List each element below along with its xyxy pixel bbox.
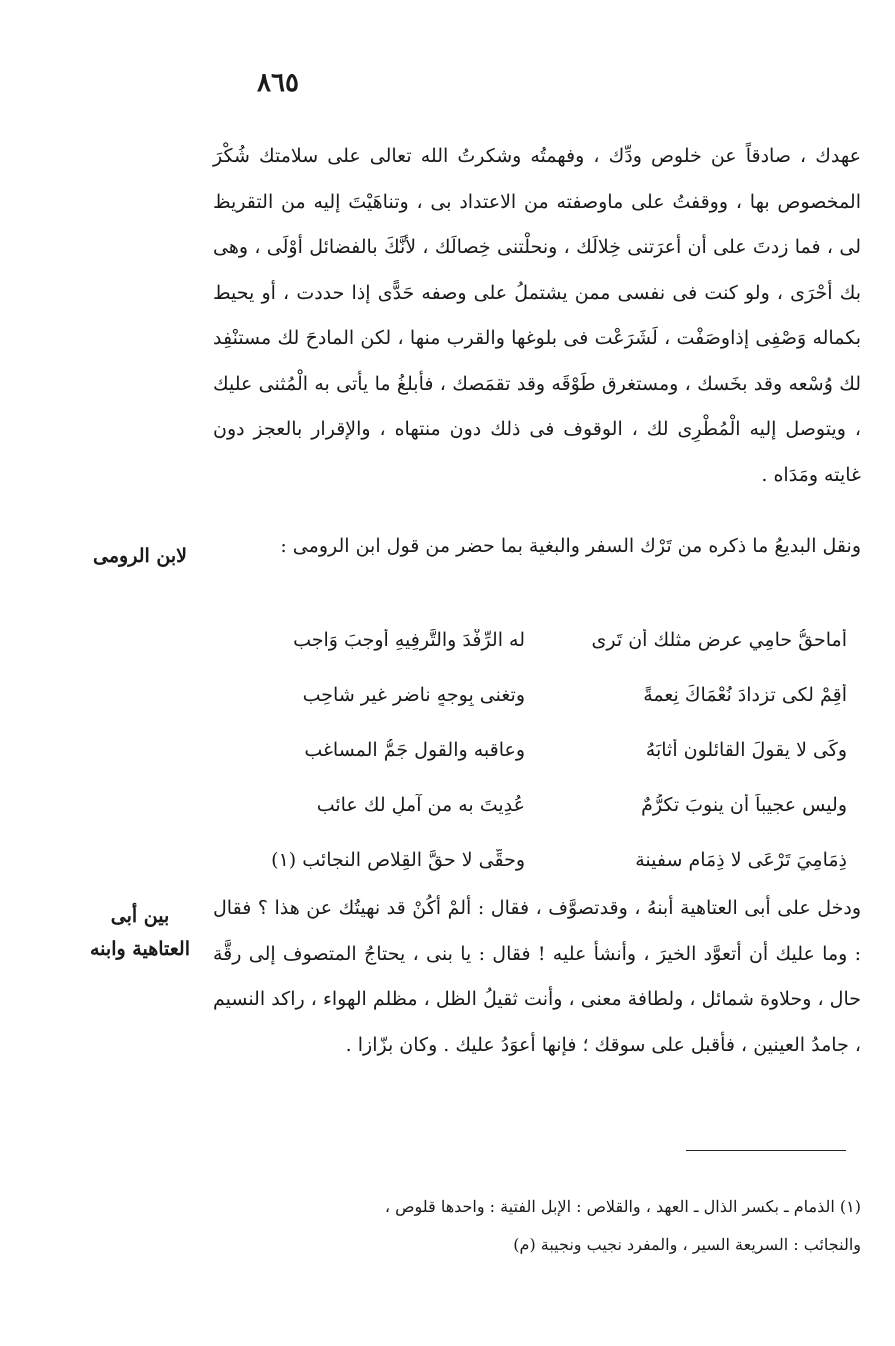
verse-second-hemistich: وعاقبه والقول جَمُّ المساغب — [304, 738, 525, 761]
verse-first-hemistich: أقِمْ لكى تزدادَ نُعْمَاكَ نِعمةً — [643, 683, 847, 706]
verse-first-hemistich: وكَى لا يقولَ القائلون أثابَهُ — [645, 738, 847, 761]
verse-first-hemistich: ذِمَامِيَ تَرْعَى لا ذِمَام سفينة — [635, 848, 847, 871]
verse-line — [235, 667, 847, 722]
verse-second-hemistich: عُدِيتَ به من آملٍ لك عائب — [316, 793, 525, 816]
verse-line — [235, 722, 847, 777]
page-number: ٨٦٥ — [257, 68, 299, 98]
paragraph-text: عهدك ، صادقاً عن خلوص ودِّك ، وفهمتُه وشكرتُ الله تعالى على سلامتك شُكْرَ المخصوص بها ، ووقفتُ على ماوصفته من الاعتداد بى ، وتناهَيْتَ إليه من التقريظ لى ، فما زدتَ على أن أعرَتنى خِلالَك ، ونحلْتنى خِصالَك ، لأنَّكَ بالفضائل أوْلَى ، وهى بك أحْرَى ، ولو كنت فى نفسى ممن يشتملُ على وصفه حَدًّى إذا حددت ، أو يحيط بكماله وَصْفِى إذاوصَفْت ، لَشَرَعْت فى بلوغها والقرب منها ، لكن المادحَ لك مستنْفِد لك وُسْعه وقد بخَسك ، ومستغرق طَوْقَه وقد تقمَصك ، فأبلغُ ما يأتى به الْمُثنى عليك ، ويتوصل إليه الْمُطْرِى لك ، الوقوف فى ذلك دون منتهاه ، والإقرار بالعجز دون غايته ومَدَاه . — [213, 145, 861, 486]
paragraph-anecdote — [213, 886, 861, 1068]
verse-second-hemistich: وحقِّى لا حقَّ القِلاص النجائب (١) — [271, 848, 525, 871]
verse-line — [235, 832, 847, 887]
verse-second-hemistich: له الرِّفْدَ والتَّرفِيهِ أوجبَ وَاجب — [293, 628, 525, 651]
paragraph-letter — [213, 134, 861, 498]
footnote-line: (١) الذمام ـ بكسر الذال ـ العهد ، والقلاص : الإبل الفتية : واحدها قلوص ، — [384, 1197, 861, 1216]
verse-second-hemistich: وتغنى بِوجهٍ ناضرٍ غيرِ شاحِب — [302, 683, 525, 706]
footnote-line: والنجائب : السريعة السير ، والمفرد نجيب ونجيبة (م) — [513, 1235, 861, 1254]
verse-line — [235, 612, 847, 667]
verse-line — [235, 777, 847, 832]
footnote — [213, 1188, 861, 1264]
poem-verses — [235, 612, 847, 887]
paragraph-intro — [213, 524, 861, 570]
paragraph-text: ودخل على أبى العتاهية أبنهُ ، وقدتصوَّف ، فقال : ألمْ أكُنْ قد نهيتُك عن هذا ؟ فقال : وما عليك أن أتعوَّد الخيرَ ، وأنشأ عليه ! فقال : يا بنى ، يحتاجُ المتصوف إلى رقَّة حال ، وحلاوة شمائل ، ولطافة معنى ، وأنت ثقيلُ الظل ، مظلم الهواء ، راكد النسيم ، جامدُ العينين ، فأقبل على سوقك ؛ فإنها أعوَدُ عليك . وكان بزّازا . — [213, 897, 861, 1056]
margin-note-abu-al-atahiya: بين أبى العتاهية وابنه — [90, 905, 190, 960]
paragraph-text: ونقل البديعُ ما ذكره من تَرْك السفر والبغية بما حضر من قول ابن الرومى : — [280, 535, 861, 557]
verse-first-hemistich: أماحقُّ حامِي عرضٍ مثلك أن تَرى — [591, 628, 847, 651]
margin-note-ibn-al-rumi: لابن الرومى — [93, 545, 187, 567]
footnote-divider — [686, 1150, 846, 1151]
verse-first-hemistich: وليس عجيباً أن ينوبَ تكرُّمٌ — [641, 793, 847, 816]
